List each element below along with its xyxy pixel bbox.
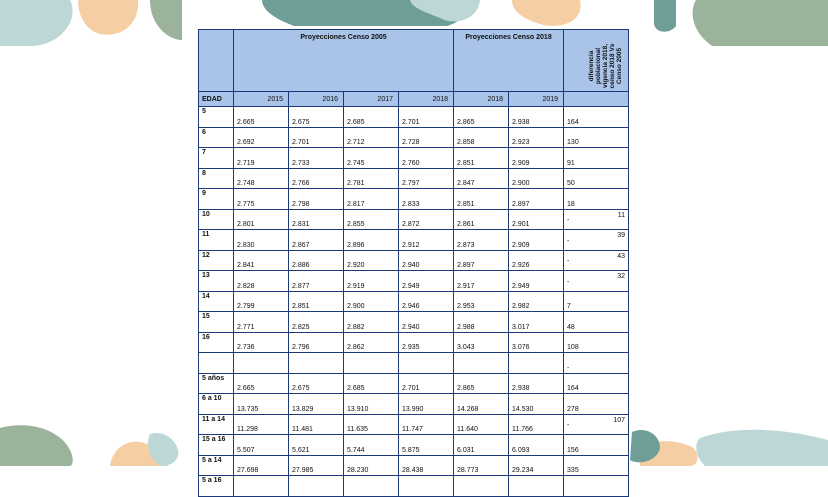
value-cell: 11.640: [454, 414, 509, 435]
diff-negative-value: 11: [617, 211, 626, 219]
negative-sign: -: [567, 258, 570, 265]
group-header-2005: Proyecciones Censo 2005: [234, 30, 454, 92]
diff-cell: -: [564, 353, 629, 374]
value-cell: 2.748: [234, 168, 289, 189]
value-cell: 2.841: [234, 250, 289, 271]
value-cell: 2.828: [234, 271, 289, 292]
value-cell: 11.747: [399, 414, 454, 435]
group-header-2018: Proyecciones Censo 2018: [454, 30, 564, 92]
value-cell: 2.736: [234, 332, 289, 353]
value-cell: 2.831: [289, 209, 344, 230]
value-cell: 2.766: [289, 168, 344, 189]
table-row: [199, 189, 629, 210]
value-cell: 2.920: [344, 250, 399, 271]
value-cell: 2.877: [289, 271, 344, 292]
value-cell: 2.745: [344, 148, 399, 169]
value-cell: [454, 476, 509, 497]
deco-shape: [696, 430, 828, 466]
value-cell: 13.735: [234, 394, 289, 415]
edad-cell: 11 a 14: [199, 414, 234, 435]
table-row: [199, 414, 629, 435]
value-cell: 2.882: [344, 312, 399, 333]
table-row: [199, 312, 629, 333]
value-cell: 27.985: [289, 455, 344, 476]
value-cell: 2.938: [509, 107, 564, 128]
value-cell: 2.833: [399, 189, 454, 210]
edad-cell: 5 a 14: [199, 455, 234, 476]
diff-cell: [564, 271, 629, 292]
negative-sign: -: [567, 217, 570, 224]
value-cell: 2.719: [234, 148, 289, 169]
value-cell: [344, 476, 399, 497]
value-cell: 2.847: [454, 168, 509, 189]
value-cell: 6.031: [454, 435, 509, 456]
edad-cell: 16: [199, 332, 234, 353]
value-cell: 2.912: [399, 230, 454, 251]
table-row: [199, 127, 629, 148]
diff-cell: [564, 209, 629, 230]
value-cell: 11.481: [289, 414, 344, 435]
value-cell: 14.268: [454, 394, 509, 415]
value-cell: 14.530: [509, 394, 564, 415]
value-cell: 28.773: [454, 455, 509, 476]
deco-shape: [693, 0, 828, 46]
value-cell: 2.817: [344, 189, 399, 210]
value-cell: 2.665: [234, 373, 289, 394]
diff-cell: 91: [564, 148, 629, 169]
value-cell: 2.873: [454, 230, 509, 251]
value-cell: 2.760: [399, 148, 454, 169]
table-row: [199, 168, 629, 189]
edad-cell: 6 a 10: [199, 394, 234, 415]
edad-cell: 15 a 16: [199, 435, 234, 456]
year-header: 2018: [454, 92, 509, 107]
value-cell: 2.781: [344, 168, 399, 189]
value-cell: 2.851: [289, 291, 344, 312]
value-cell: 2.851: [454, 148, 509, 169]
value-cell: 2.940: [399, 312, 454, 333]
population-table: [198, 29, 629, 497]
value-cell: 2.901: [509, 209, 564, 230]
value-cell: 2.798: [289, 189, 344, 210]
table-row: [199, 209, 629, 230]
value-cell: 2.858: [454, 127, 509, 148]
value-cell: 2.909: [509, 230, 564, 251]
table-row: [199, 230, 629, 251]
diff-cell: [564, 476, 629, 497]
diff-cell: 130: [564, 127, 629, 148]
value-cell: 2.897: [509, 189, 564, 210]
value-cell: 2.685: [344, 107, 399, 128]
value-cell: 2.988: [454, 312, 509, 333]
value-cell: 2.799: [234, 291, 289, 312]
diff-cell: [564, 414, 629, 435]
value-cell: 2.946: [399, 291, 454, 312]
edad-cell: 15: [199, 312, 234, 333]
table-row: [199, 353, 629, 374]
value-cell: 2.900: [344, 291, 399, 312]
edad-cell: 12: [199, 250, 234, 271]
value-cell: 2.685: [344, 373, 399, 394]
edad-cell: 11: [199, 230, 234, 251]
diff-cell: 164: [564, 107, 629, 128]
year-header: 2017: [344, 92, 399, 107]
diff-column-header: [564, 30, 629, 92]
value-cell: 2.701: [399, 373, 454, 394]
diff-negative-value: 39: [617, 232, 626, 239]
year-header: 2019: [509, 92, 564, 107]
table-row: [199, 332, 629, 353]
edad-cell: [199, 353, 234, 374]
value-cell: 2.917: [454, 271, 509, 292]
year-header: 2015: [234, 92, 289, 107]
value-cell: 2.665: [234, 107, 289, 128]
value-cell: 2.796: [289, 332, 344, 353]
value-cell: [509, 353, 564, 374]
diff-cell: 7: [564, 291, 629, 312]
value-cell: 2.728: [399, 127, 454, 148]
value-cell: 6.093: [509, 435, 564, 456]
edad-cell: 5 a 16: [199, 476, 234, 497]
value-cell: 2.940: [399, 250, 454, 271]
value-cell: 2.909: [509, 148, 564, 169]
value-cell: 2.692: [234, 127, 289, 148]
diff-negative-value: 107: [613, 416, 626, 424]
value-cell: 2.862: [344, 332, 399, 353]
value-cell: 2.865: [454, 107, 509, 128]
value-cell: 2.949: [399, 271, 454, 292]
value-cell: 2.982: [509, 291, 564, 312]
table-row: [199, 271, 629, 292]
table-row: [199, 250, 629, 271]
table-row: [199, 435, 629, 456]
value-cell: 2.923: [509, 127, 564, 148]
value-cell: 2.855: [344, 209, 399, 230]
edad-cell: 7: [199, 148, 234, 169]
edad-cell: 13: [199, 271, 234, 292]
value-cell: 5.875: [399, 435, 454, 456]
diff-cell: 278: [564, 394, 629, 415]
value-cell: 2.953: [454, 291, 509, 312]
diff-cell: [564, 230, 629, 251]
edad-cell: 6: [199, 127, 234, 148]
diff-cell: 50: [564, 168, 629, 189]
value-cell: [289, 476, 344, 497]
value-cell: 2.896: [344, 230, 399, 251]
deco-shape: [150, 0, 182, 40]
year-header: 2018: [399, 92, 454, 107]
year-header: 2016: [289, 92, 344, 107]
negative-sign: -: [567, 237, 570, 245]
table-row: [199, 373, 629, 394]
corner-header-cell: [199, 30, 234, 92]
value-cell: [399, 476, 454, 497]
diff-cell: 156: [564, 435, 629, 456]
diff-cell: [564, 250, 629, 271]
value-cell: 13.829: [289, 394, 344, 415]
value-cell: 11.635: [344, 414, 399, 435]
value-cell: 2.771: [234, 312, 289, 333]
table-row: [199, 107, 629, 128]
value-cell: 28.438: [399, 455, 454, 476]
value-cell: 2.872: [399, 209, 454, 230]
deco-shape: [0, 0, 73, 46]
value-cell: 2.701: [289, 127, 344, 148]
value-cell: 2.897: [454, 250, 509, 271]
edad-cell: 10: [199, 209, 234, 230]
negative-sign: -: [567, 278, 570, 286]
value-cell: 2.775: [234, 189, 289, 210]
diff-cell: 48: [564, 312, 629, 333]
value-cell: 3.076: [509, 332, 564, 353]
deco-shape: [512, 0, 581, 26]
diff-subheader: [564, 92, 629, 107]
value-cell: 2.900: [509, 168, 564, 189]
value-cell: 29.234: [509, 455, 564, 476]
value-cell: 28.230: [344, 455, 399, 476]
edad-cell: 8: [199, 168, 234, 189]
value-cell: [399, 353, 454, 374]
value-cell: [234, 353, 289, 374]
edad-header: EDAD: [199, 92, 234, 107]
table-row: [199, 148, 629, 169]
value-cell: 5.621: [289, 435, 344, 456]
value-cell: 13.910: [344, 394, 399, 415]
table-row: [199, 291, 629, 312]
value-cell: 2.825: [289, 312, 344, 333]
value-cell: 2.861: [454, 209, 509, 230]
diff-negative-value: 32: [617, 273, 626, 280]
diff-cell: 335: [564, 455, 629, 476]
value-cell: 13.990: [399, 394, 454, 415]
table-row: [199, 476, 629, 497]
negative-sign: -: [567, 422, 570, 429]
edad-cell: 9: [199, 189, 234, 210]
document-page: [182, 26, 626, 484]
value-cell: 2.949: [509, 271, 564, 292]
diff-negative-value: 43: [617, 252, 626, 260]
value-cell: 27.698: [234, 455, 289, 476]
diff-cell: 108: [564, 332, 629, 353]
value-cell: 2.701: [399, 107, 454, 128]
value-cell: 2.851: [454, 189, 509, 210]
value-cell: [234, 476, 289, 497]
value-cell: 3.017: [509, 312, 564, 333]
value-cell: 2.675: [289, 107, 344, 128]
value-cell: 3.043: [454, 332, 509, 353]
diff-column-label: diferencia poblacional vigencia 2018, censo 2018 Vs Censo 2005: [588, 43, 624, 89]
value-cell: 2.865: [454, 373, 509, 394]
value-cell: 2.919: [344, 271, 399, 292]
value-cell: 2.801: [234, 209, 289, 230]
value-cell: 2.712: [344, 127, 399, 148]
deco-shape: [0, 425, 73, 466]
table-row: [199, 394, 629, 415]
value-cell: 2.733: [289, 148, 344, 169]
diff-cell: 18: [564, 189, 629, 210]
edad-cell: 5: [199, 107, 234, 128]
value-cell: 2.938: [509, 373, 564, 394]
value-cell: [344, 353, 399, 374]
value-cell: [454, 353, 509, 374]
value-cell: 5.507: [234, 435, 289, 456]
value-cell: [289, 353, 344, 374]
deco-shape: [654, 0, 676, 32]
value-cell: 2.935: [399, 332, 454, 353]
diff-cell: 164: [564, 373, 629, 394]
value-cell: 2.867: [289, 230, 344, 251]
value-cell: 2.886: [289, 250, 344, 271]
deco-shape: [78, 0, 138, 35]
value-cell: 2.797: [399, 168, 454, 189]
value-cell: [509, 476, 564, 497]
value-cell: 11.766: [509, 414, 564, 435]
edad-cell: 14: [199, 291, 234, 312]
table-body: [199, 107, 629, 497]
value-cell: 11.298: [234, 414, 289, 435]
edad-cell: 5 años: [199, 373, 234, 394]
value-cell: 2.830: [234, 230, 289, 251]
table-row: [199, 455, 629, 476]
value-cell: 2.675: [289, 373, 344, 394]
value-cell: 2.926: [509, 250, 564, 271]
value-cell: 5.744: [344, 435, 399, 456]
